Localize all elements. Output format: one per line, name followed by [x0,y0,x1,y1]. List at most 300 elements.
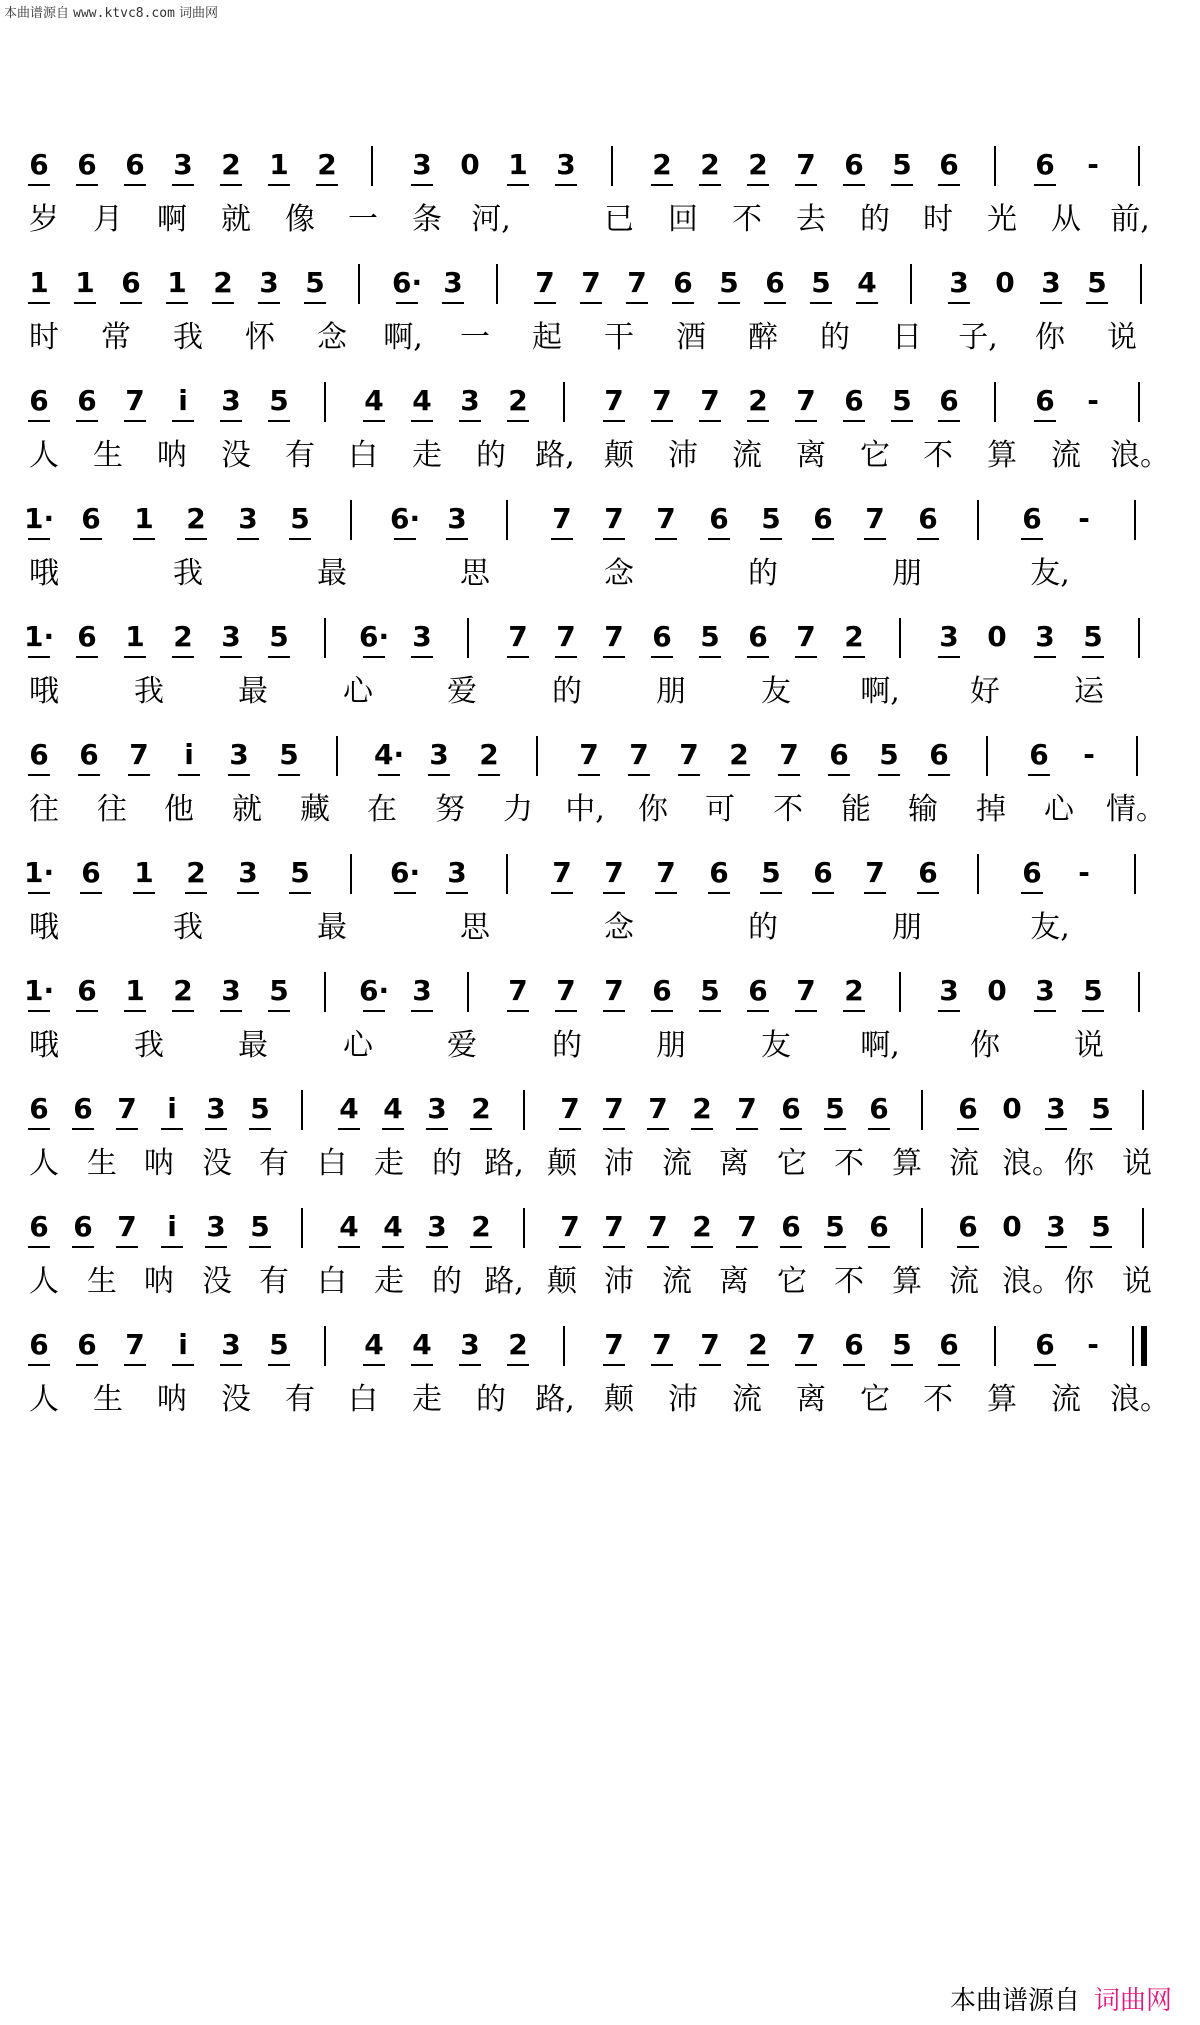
note: 6 [73,1210,93,1243]
beam-underline [1045,1246,1067,1248]
note: 5 [250,1210,270,1243]
note: 6 [958,1210,978,1243]
beam-underline [795,184,817,186]
bar-line [1134,854,1136,894]
bar-line [324,618,326,658]
note: - [1078,502,1090,535]
lyric-char: 的 [860,202,890,237]
note: 6 [1022,502,1042,535]
lyric-char: 你 [1035,320,1065,355]
note: 7 [648,1210,668,1243]
note: 2 [844,620,864,653]
beam-underline [470,1128,492,1130]
lyric-char: 思 [460,556,490,591]
beam-underline [268,420,290,422]
beam-underline [338,1128,360,1130]
bar-line [1142,1208,1144,1248]
note: 2 [508,384,528,417]
note: 7 [796,620,816,653]
lyric-char: 有 [285,1382,315,1417]
beam-underline [120,302,142,304]
beam-underline [28,1364,50,1366]
notation-system [24,1084,1184,1194]
beam-underline [1045,1128,1067,1130]
lyric-char: 的 [432,1264,462,1299]
note: 6 [829,738,849,771]
lyric-char: 常 [101,320,131,355]
beam-underline [1086,302,1108,304]
lyric-char: 生 [87,1264,117,1299]
beam-underline [289,538,311,540]
lyric-char: 往 [97,792,127,827]
note: 6 [918,502,938,535]
note: 2 [186,856,206,889]
beam-underline [507,1010,529,1012]
note: 3 [412,620,432,653]
beam-underline [708,538,730,540]
note: 5 [279,738,299,771]
note: 6 [748,620,768,653]
lyric-char: 啊, [383,320,423,355]
note: 7 [552,856,572,889]
lyric-char: 光 [987,202,1017,237]
lyric-char: 的 [748,910,778,945]
beam-underline [28,1128,50,1130]
beam-underline [760,892,782,894]
beam-underline [185,892,207,894]
lyric-char: 离 [719,1264,749,1299]
notation-system [24,140,1184,250]
beam-underline [795,420,817,422]
note: i [167,1092,177,1125]
lyric-char: 啊, [860,1028,900,1063]
lyric-char: 离 [719,1146,749,1181]
note: 6 [81,502,101,535]
header-site-name: 词曲网 [179,6,219,21]
lyric-char: 往 [29,792,59,827]
lyric-char: 沛 [668,438,698,473]
note: 3 [221,384,241,417]
lyric-char: 颠 [547,1264,577,1299]
notation-system [24,494,1184,604]
lyric-char: 最 [238,674,268,709]
note: - [1087,1328,1099,1361]
note: 5 [1083,620,1103,653]
lyric-char: 沛 [668,1382,698,1417]
beam-underline [699,184,721,186]
note: 2 [692,1210,712,1243]
lyric-char: 流 [949,1146,979,1181]
note: 0 [1002,1092,1022,1125]
beam-underline [411,1010,433,1012]
lyric-char: 心 [343,1028,373,1063]
beam-underline [28,302,50,304]
beam-underline [691,1246,713,1248]
beam-underline [534,302,556,304]
lyric-char: 醉 [748,320,778,355]
note: 2 [221,148,241,181]
note: 7 [700,1328,720,1361]
beam-underline [428,774,450,776]
note: 2 [213,266,233,299]
beam-underline [442,302,464,304]
note: 6 [73,1092,93,1125]
note: 7 [604,620,624,653]
lyric-char: 岁 [29,202,59,237]
beam-underline [812,538,834,540]
beam-underline [1034,1010,1056,1012]
beam-underline [828,774,850,776]
note: 4 [412,1328,432,1361]
lyric-char: 像 [285,202,315,237]
note: 2 [844,974,864,1007]
lyric-char: 能 [841,792,871,827]
beam-underline [258,302,280,304]
beam-underline [172,656,194,658]
beam-underline [161,1246,183,1248]
note: 7 [648,1092,668,1125]
note: 7 [556,620,576,653]
footer-site-name: 词曲网 [1093,1986,1172,2016]
beam-underline [891,1364,913,1366]
lyric-char: 月 [93,202,123,237]
notation-system [24,730,1184,840]
note: 2 [652,148,672,181]
note: 4 [412,384,432,417]
lyric-char: 它 [777,1146,807,1181]
note: 7 [627,266,647,299]
note: 6 [29,738,49,771]
beam-underline [507,420,529,422]
beam-underline [747,1010,769,1012]
bar-line [1136,736,1138,776]
beam-underline [289,892,311,894]
beam-underline [124,1010,146,1012]
beam-underline [655,538,677,540]
beam-underline [699,420,721,422]
note: 6 [1022,856,1042,889]
note: 7 [604,1092,624,1125]
beam-underline [938,184,960,186]
bar-line [336,736,338,776]
lyric-char: 前, [1110,202,1150,237]
beam-underline [843,184,865,186]
beam-underline [938,1364,960,1366]
note: 1 [125,620,145,653]
beam-underline [795,1364,817,1366]
beam-underline [80,538,102,540]
lyric-char: 一 [460,320,490,355]
beam-underline [1082,1010,1104,1012]
note: 6 [929,738,949,771]
note: 6 [813,502,833,535]
note: 0 [460,148,480,181]
beam-underline [172,1010,194,1012]
note: i [178,1328,188,1361]
bar-line [324,1326,326,1366]
note: 7 [796,148,816,181]
lyric-char: 浪。 [1110,438,1170,473]
bar-line [371,146,373,186]
note: 3 [460,384,480,417]
beam-underline [338,1246,360,1248]
bar-line [899,618,901,658]
lyric-char: 条 [412,202,442,237]
note: 6 [939,384,959,417]
note: 4 [364,1328,384,1361]
note: i [167,1210,177,1243]
note: 3 [221,974,241,1007]
note: 7 [604,1210,624,1243]
lyric-char: 思 [460,910,490,945]
beam-underline [1034,656,1056,658]
final-bar-line [1132,1326,1134,1366]
beam-underline [459,1364,481,1366]
note: 6 [77,1328,97,1361]
note: 1· [24,974,55,1007]
note: 2 [508,1328,528,1361]
lyric-char: 最 [317,910,347,945]
note: 6 [673,266,693,299]
beam-underline [76,184,98,186]
beam-underline [603,656,625,658]
beam-underline [917,892,939,894]
beam-underline [76,1364,98,1366]
lyric-char: 走 [412,1382,442,1417]
lyric-char: 我 [173,556,203,591]
beam-underline [1090,1128,1112,1130]
lyric-char: 颠 [547,1146,577,1181]
note: 6 [813,856,833,889]
note: 7 [117,1210,137,1243]
note: 6 [781,1092,801,1125]
bar-line [523,1090,525,1130]
beam-underline [28,420,50,422]
note: 4 [383,1210,403,1243]
lyric-char: 回 [668,202,698,237]
lyric-char: 心 [1044,792,1074,827]
lyric-char: 人 [29,1146,59,1181]
lyric-char: 沛 [604,1264,634,1299]
beam-underline [578,774,600,776]
beam-underline [378,774,400,776]
lyric-char: 日 [892,320,922,355]
note: 2 [748,384,768,417]
lyric-char: 一 [348,202,378,237]
note: 7 [796,384,816,417]
lyric-char: 朋 [656,1028,686,1063]
beam-underline [74,302,96,304]
note: 4 [857,266,877,299]
lyric-char: 心 [343,674,373,709]
note: 5 [719,266,739,299]
lyric-char: 生 [93,1382,123,1417]
beam-underline [843,656,865,658]
beam-underline [205,1128,227,1130]
note: 6 [781,1210,801,1243]
beam-underline [957,1246,979,1248]
lyric-char: 在 [367,792,397,827]
note: 1· [24,856,55,889]
lyric-char: 的 [552,674,582,709]
lyric-char: 流 [1051,1382,1081,1417]
bar-line [301,1090,303,1130]
bar-line [1134,500,1136,540]
bar-line [910,264,912,304]
note: 7 [737,1092,757,1125]
beam-underline [507,1364,529,1366]
note: 6 [1035,1328,1055,1361]
lyric-char: 已 [604,202,634,237]
beam-underline [603,538,625,540]
beam-underline [220,184,242,186]
beam-underline [559,1128,581,1130]
beam-underline [780,1128,802,1130]
lyric-char: 你 [1064,1264,1094,1299]
lyric-char: 念 [604,910,634,945]
beam-underline [824,1246,846,1248]
beam-underline [559,1246,581,1248]
note: 3 [238,502,258,535]
lyric-char: 它 [777,1264,807,1299]
note: 3 [221,620,241,653]
note: - [1087,384,1099,417]
note: - [1083,738,1095,771]
bar-line [899,972,901,1012]
lyric-char: 有 [259,1264,289,1299]
beam-underline [824,1128,846,1130]
beam-underline [843,1010,865,1012]
beam-underline [185,538,207,540]
beam-underline [382,1128,404,1130]
lyric-char: 流 [732,1382,762,1417]
note: 7 [737,1210,757,1243]
bar-line [1138,382,1140,422]
beam-underline [778,774,800,776]
lyric-char: 不 [834,1146,864,1181]
note: 7 [652,384,672,417]
note: 7 [629,738,649,771]
lyric-char: 算 [892,1146,922,1181]
beam-underline [1034,420,1056,422]
note: 6· [392,266,423,299]
beam-underline [736,1128,758,1130]
lyric-char: 爱 [447,1028,477,1063]
beam-underline [603,1128,625,1130]
beam-underline [124,420,146,422]
note: 7 [604,974,624,1007]
lyric-char: 白 [348,438,378,473]
beam-underline [603,420,625,422]
note: 6 [1029,738,1049,771]
beam-underline [1028,774,1050,776]
lyric-char: 生 [93,438,123,473]
note: 3 [556,148,576,181]
bar-line [986,736,988,776]
lyric-char: 呐 [157,438,187,473]
note: 7 [556,974,576,1007]
beam-underline [651,656,673,658]
note: 6 [77,384,97,417]
notation-system [24,258,1184,368]
bar-line [301,1208,303,1248]
lyric-char: 路, [484,1146,524,1181]
note: 6 [125,148,145,181]
beam-underline [363,420,385,422]
note: 6 [844,1328,864,1361]
lyric-char: 呐 [144,1146,174,1181]
note: 7 [552,502,572,535]
note: 5 [290,502,310,535]
note: 7 [117,1092,137,1125]
beam-underline [957,1128,979,1130]
beam-underline [76,420,98,422]
note: 5 [290,856,310,889]
note: 6· [390,856,421,889]
note: 5 [1091,1210,1111,1243]
note: 7 [560,1092,580,1125]
note: 1 [134,502,154,535]
lyric-char: 人 [29,1264,59,1299]
note: 7 [604,384,624,417]
lyric-char: 不 [923,438,953,473]
beam-underline [651,184,673,186]
lyric-char: 时 [923,202,953,237]
bar-line [563,1326,565,1366]
note: 6 [79,738,99,771]
beam-underline [411,656,433,658]
beam-underline [76,1010,98,1012]
beam-underline [868,1246,890,1248]
note: 6· [359,620,390,653]
beam-underline [237,538,259,540]
lyric-char: 啊, [860,674,900,709]
beam-underline [316,184,338,186]
lyric-char: 路, [484,1264,524,1299]
lyric-char: 干 [604,320,634,355]
lyric-char: 不 [732,202,762,237]
lyric-char: 哦 [29,910,59,945]
lyric-char: 运 [1074,674,1104,709]
beam-underline [212,302,234,304]
beam-underline [426,1128,448,1130]
notation-system [24,966,1184,1076]
beam-underline [1021,892,1043,894]
beam-underline [172,420,194,422]
lyric-char: 浪。 [1110,1382,1170,1417]
note: 3 [206,1210,226,1243]
note: 5 [269,384,289,417]
lyric-char: 最 [238,1028,268,1063]
notation-system [24,1202,1184,1312]
beam-underline [708,892,730,894]
bar-line [350,500,352,540]
lyric-char: 友 [761,674,791,709]
note: 5 [892,148,912,181]
lyric-char: 藏 [300,792,330,827]
beam-underline [1040,302,1062,304]
lyric-char: 你 [638,792,668,827]
note: 2 [173,974,193,1007]
beam-underline [795,1010,817,1012]
beam-underline [736,1246,758,1248]
note: 6 [29,148,49,181]
note: 6 [29,384,49,417]
note: 5 [269,1328,289,1361]
note: 7 [129,738,149,771]
note: 2 [748,148,768,181]
note: 6 [709,502,729,535]
